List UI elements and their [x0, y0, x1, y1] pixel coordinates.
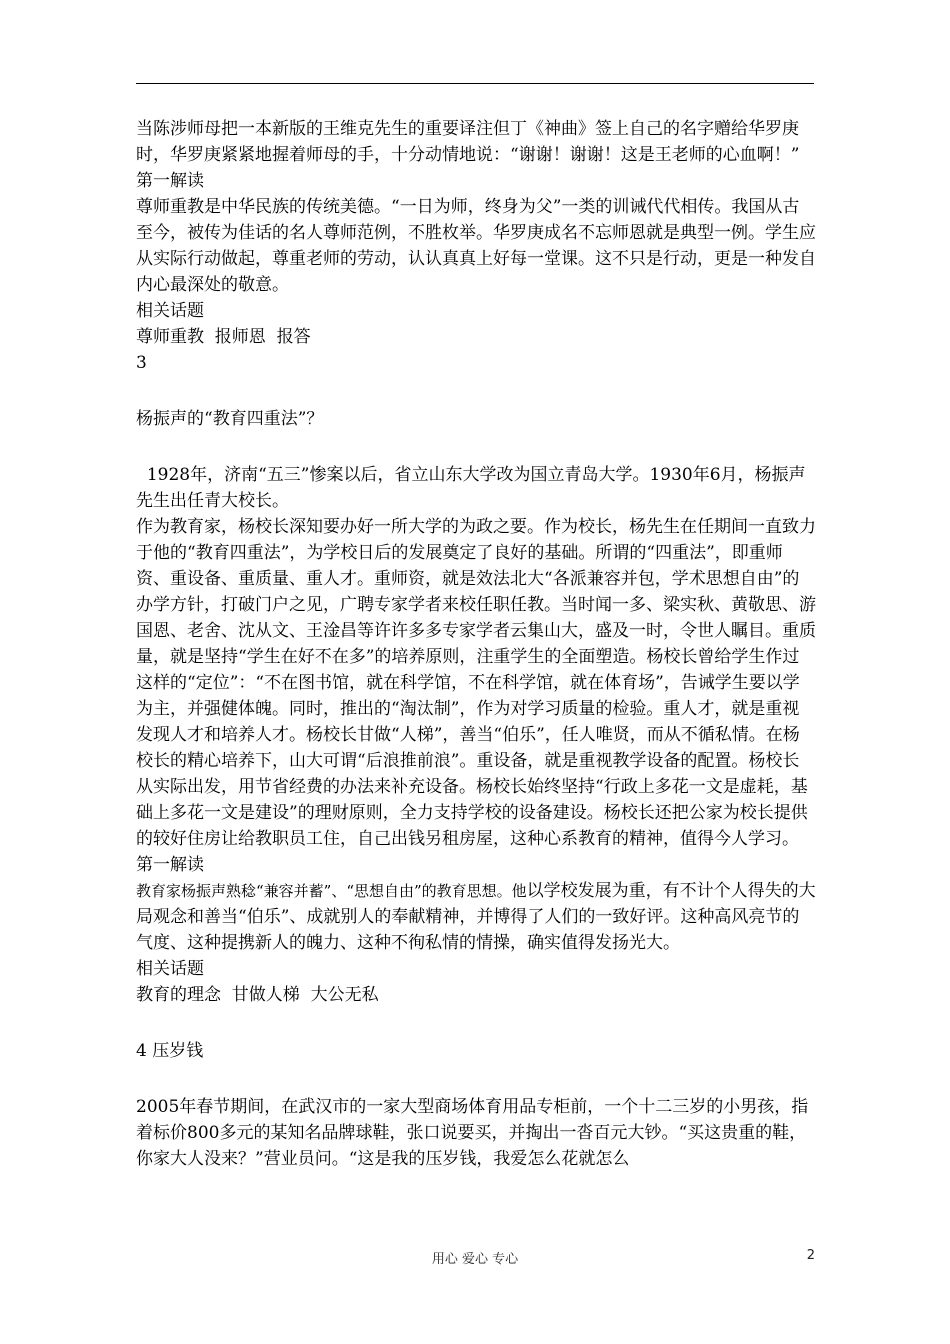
footer-motto: 用心 爱心 专心: [431, 1252, 519, 1267]
story-paragraph: 2005年春节期间，在武汉市的一家大型商场体育用品专柜前，一个十二三岁的小男孩，指着标价800多元的某知名品牌球鞋，张口说要买，并掏出一沓百元大钞。“买这贵重的鞋，你家大人没来？”营业员问。“这是我的压岁钱，我爱怎么花就怎么: [136, 1097, 809, 1169]
topics-list: 尊师重教 报师恩 报答: [136, 327, 311, 347]
spacer: [136, 432, 816, 462]
story-paragraph-2: 作为教育家，杨校长深知要办好一所大学的为政之要。作为校长，杨先生在任期间一直致力于他的“教育四重法”，为学校日后的发展奠定了良好的基础。所谓的“四重法”，即重师资、重设备、重质量、重人才。重师资，就是效法北大“各派兼容并包，学术思想自由”的办学方针，打破门户之见，广聘专家学者来校任职任教。当时闻一多、梁实秋、黄敬思、游国恩、老舍、沈从文、王淦昌等许许多多专家学者云集山大，盛及一时，令世人瞩目。重质量，就是坚持“学生在好不在多”的培养原则，注重学生的全面塑造。杨校长曾给学生作过这样的“定位”：“不在图书馆，就在科学馆，不在科学馆，就在体育场”，告诫学生要以学为主，并强健体魄。同时，推出的“淘汰制”，作为对学习质量的检验。重人才，就是重视发现人才和培养人才。杨校长甘做“人梯”，善当“伯乐”，任人唯贤，而从不循私情。在杨校长的精心培养下，山大可谓“后浪推前浪”。重设备，就是重视教学设备的配置。杨校长从实际出发，用节省经费的办法来补充设备。杨校长始终坚持“行政上多花一文是虚耗，基础上多花一文是建设”的理财原则，全力支持学校的设备建设。杨校长还把公家为校长提供的较好住房让给教职员工住，自己出钱另租房屋，这种心系教育的精神，值得今人学习。: [136, 517, 816, 849]
reading-heading: 第一解读: [136, 855, 204, 875]
section-number: 3: [136, 353, 147, 373]
reading-paragraph: [136, 878, 816, 956]
topics-heading: 相关话题: [136, 959, 204, 979]
story-paragraph-1: 1928年，济南“五三”惨案以后，省立山东大学改为国立青岛大学。1930年6月，杨振声先生出任青大校长。: [136, 465, 806, 511]
section-title: 杨振声的“教育四重法”？: [136, 409, 324, 429]
spacer: [136, 376, 816, 406]
header-rule: [136, 83, 814, 84]
page-number: 2: [806, 1248, 815, 1263]
reading-heading: 第一解读: [136, 171, 204, 191]
document-body: [136, 116, 816, 1172]
reading-paragraph-rest: 以学校发展为重，有不计个人得失的大局观念和善当“伯乐”、成就别人的奉献精神，并博得了人们的一致好评。这种高风亮节的气度、这种提携新人的魄力、这种不徇私情的情操，确实值得发扬光大。: [136, 881, 816, 953]
section-title: 4 压岁钱: [136, 1041, 204, 1061]
topics-list: 教育的理念 甘做人梯 大公无私: [136, 985, 379, 1005]
spacer: [136, 1008, 816, 1038]
intro-paragraph: 当陈涉师母把一本新版的王维克先生的重要译注但丁《神曲》签上自己的名字赠给华罗庚时，华罗庚紧紧地握着师母的手，十分动情地说：“谢谢！谢谢！这是王老师的心血啊！”: [136, 119, 800, 165]
reading-paragraph-small-run: 教育家杨振声熟稔“兼容并蓄”、“思想自由”的教育思想。他: [136, 882, 527, 900]
topics-heading: 相关话题: [136, 301, 204, 321]
reading-paragraph: 尊师重教是中华民族的传统美德。“一日为师，终身为父”一类的训诫代代相传。我国从古至今，被传为佳话的名人尊师范例，不胜枚举。华罗庚成名不忘师恩就是典型一例。学生应从实际行动做起，尊重老师的劳动，认认真真上好每一堂课。这不只是行动，更是一种发自内心最深处的敬意。: [136, 197, 816, 295]
spacer: [136, 1064, 816, 1094]
